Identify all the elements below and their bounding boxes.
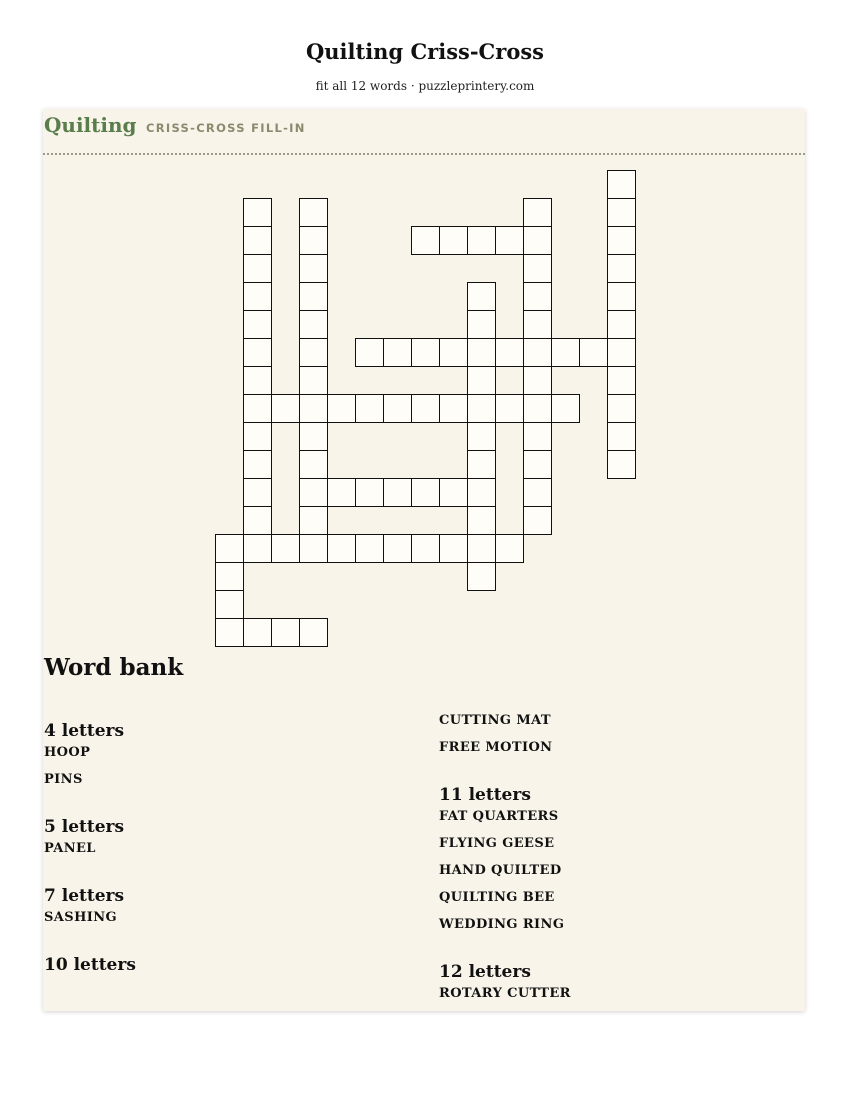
grid-cell[interactable]: [496, 227, 524, 255]
grid-cell[interactable]: [468, 283, 496, 311]
grid-cell[interactable]: [468, 311, 496, 339]
grid-cell[interactable]: [300, 367, 328, 395]
page-subtitle: fit all 12 words · puzzleprintery.com: [315, 79, 535, 93]
grid-cell[interactable]: [608, 255, 636, 283]
grid-cell[interactable]: [300, 479, 328, 507]
grid-cell[interactable]: [468, 395, 496, 423]
grid-cell[interactable]: [244, 451, 272, 479]
grid-cell[interactable]: [524, 311, 552, 339]
grid-cell[interactable]: [580, 339, 608, 367]
grid-cell[interactable]: [524, 479, 552, 507]
grid-cell[interactable]: [244, 479, 272, 507]
grid-cell[interactable]: [300, 423, 328, 451]
grid-cell[interactable]: [524, 423, 552, 451]
word-bank-item: FLYING GEESE: [439, 836, 555, 851]
grid-cell[interactable]: [300, 255, 328, 283]
grid-cell[interactable]: [300, 395, 328, 423]
grid-cell[interactable]: [524, 451, 552, 479]
grid-cell[interactable]: [300, 451, 328, 479]
grid-cell[interactable]: [468, 423, 496, 451]
word-group-heading: 11 letters: [439, 785, 531, 805]
grid-cell[interactable]: [608, 227, 636, 255]
word-bank-item: CUTTING MAT: [439, 713, 551, 728]
grid-cell[interactable]: [244, 395, 272, 423]
grid-cell[interactable]: [524, 339, 552, 367]
word-bank-item: HAND QUILTED: [439, 863, 562, 878]
grid-cell[interactable]: [244, 227, 272, 255]
grid-cell[interactable]: [300, 283, 328, 311]
grid-cell[interactable]: [608, 367, 636, 395]
grid-cell[interactable]: [440, 479, 468, 507]
word-group-heading: 5 letters: [44, 817, 125, 837]
grid-cell[interactable]: [468, 227, 496, 255]
grid-cell[interactable]: [216, 563, 244, 591]
grid-cell[interactable]: [412, 479, 440, 507]
word-bank-item: PINS: [44, 772, 83, 787]
grid-cell[interactable]: [552, 395, 580, 423]
grid-cell[interactable]: [300, 339, 328, 367]
grid-cell[interactable]: [608, 283, 636, 311]
grid-cell[interactable]: [468, 535, 496, 563]
grid-cell[interactable]: [216, 535, 244, 563]
grid-cell[interactable]: [216, 619, 244, 647]
grid-cell[interactable]: [244, 535, 272, 563]
puzzle-card: [43, 109, 805, 1011]
grid-cell[interactable]: [524, 227, 552, 255]
grid-cell[interactable]: [412, 535, 440, 563]
grid-cell[interactable]: [440, 535, 468, 563]
grid-cell[interactable]: [328, 535, 356, 563]
grid-cell[interactable]: [552, 339, 580, 367]
grid-cell[interactable]: [356, 395, 384, 423]
grid-cell[interactable]: [440, 395, 468, 423]
grid-cell[interactable]: [300, 311, 328, 339]
page-title: Quilting Criss-Cross: [305, 39, 544, 64]
word-bank-item: SASHING: [44, 910, 118, 925]
grid-cell[interactable]: [608, 395, 636, 423]
grid-cell[interactable]: [608, 339, 636, 367]
grid-cell[interactable]: [244, 619, 272, 647]
grid-cell[interactable]: [244, 339, 272, 367]
grid-cell[interactable]: [468, 339, 496, 367]
grid-cell[interactable]: [244, 199, 272, 227]
grid-cell[interactable]: [468, 507, 496, 535]
grid-cell[interactable]: [524, 199, 552, 227]
puzzle-kind-label: CRISS-CROSS FILL-IN: [146, 121, 306, 135]
grid-cell[interactable]: [496, 395, 524, 423]
word-group-heading: 10 letters: [44, 955, 136, 975]
grid-cell[interactable]: [524, 367, 552, 395]
word-group-heading: 7 letters: [44, 886, 125, 906]
word-bank-item: WEDDING RING: [439, 917, 565, 932]
grid-cell[interactable]: [524, 255, 552, 283]
grid-cell[interactable]: [384, 395, 412, 423]
grid-cell[interactable]: [468, 563, 496, 591]
grid-cell[interactable]: [244, 507, 272, 535]
grid-cell[interactable]: [272, 535, 300, 563]
grid-cell[interactable]: [244, 367, 272, 395]
grid-cell[interactable]: [412, 395, 440, 423]
grid-cell[interactable]: [244, 311, 272, 339]
grid-cell[interactable]: [412, 339, 440, 367]
word-bank-item: PANEL: [44, 841, 96, 856]
grid-cell[interactable]: [608, 311, 636, 339]
grid-cell[interactable]: [608, 423, 636, 451]
word-bank-title: Word bank: [44, 654, 184, 681]
grid-cell[interactable]: [328, 479, 356, 507]
grid-cell[interactable]: [356, 339, 384, 367]
grid-cell[interactable]: [440, 339, 468, 367]
grid-cell[interactable]: [384, 535, 412, 563]
grid-cell[interactable]: [300, 535, 328, 563]
grid-cell[interactable]: [244, 423, 272, 451]
grid-cell[interactable]: [384, 479, 412, 507]
grid-cell[interactable]: [300, 619, 328, 647]
grid-cell[interactable]: [356, 479, 384, 507]
word-bank-item: HOOP: [44, 745, 91, 760]
grid-cell[interactable]: [328, 395, 356, 423]
grid-cell[interactable]: [272, 619, 300, 647]
grid-cell[interactable]: [608, 199, 636, 227]
grid-cell[interactable]: [272, 395, 300, 423]
grid-cell[interactable]: [300, 227, 328, 255]
grid-cell[interactable]: [496, 339, 524, 367]
grid-cell[interactable]: [608, 451, 636, 479]
grid-cell[interactable]: [524, 395, 552, 423]
grid-cell[interactable]: [356, 535, 384, 563]
grid-cell[interactable]: [244, 255, 272, 283]
grid-cell[interactable]: [412, 227, 440, 255]
grid-cell[interactable]: [524, 283, 552, 311]
theme-name: Quilting: [44, 113, 137, 137]
grid-cell[interactable]: [524, 507, 552, 535]
grid-cell[interactable]: [468, 479, 496, 507]
grid-cell[interactable]: [496, 535, 524, 563]
grid-cell[interactable]: [468, 367, 496, 395]
word-group-heading: 4 letters: [44, 721, 125, 741]
crossword-grid: [43, 109, 805, 669]
grid-cell[interactable]: [244, 283, 272, 311]
grid-cell[interactable]: [608, 171, 636, 199]
word-bank-item: ROTARY CUTTER: [439, 986, 571, 1001]
grid-cell[interactable]: [300, 507, 328, 535]
grid-cell[interactable]: [440, 227, 468, 255]
grid-cell[interactable]: [384, 339, 412, 367]
word-bank-item: FAT QUARTERS: [439, 809, 559, 824]
word-group-heading: 12 letters: [439, 962, 531, 982]
word-bank-item: FREE MOTION: [439, 740, 553, 755]
word-bank-item: QUILTING BEE: [439, 890, 555, 905]
grid-cell[interactable]: [300, 199, 328, 227]
grid-cell[interactable]: [468, 451, 496, 479]
grid-cell[interactable]: [216, 591, 244, 619]
